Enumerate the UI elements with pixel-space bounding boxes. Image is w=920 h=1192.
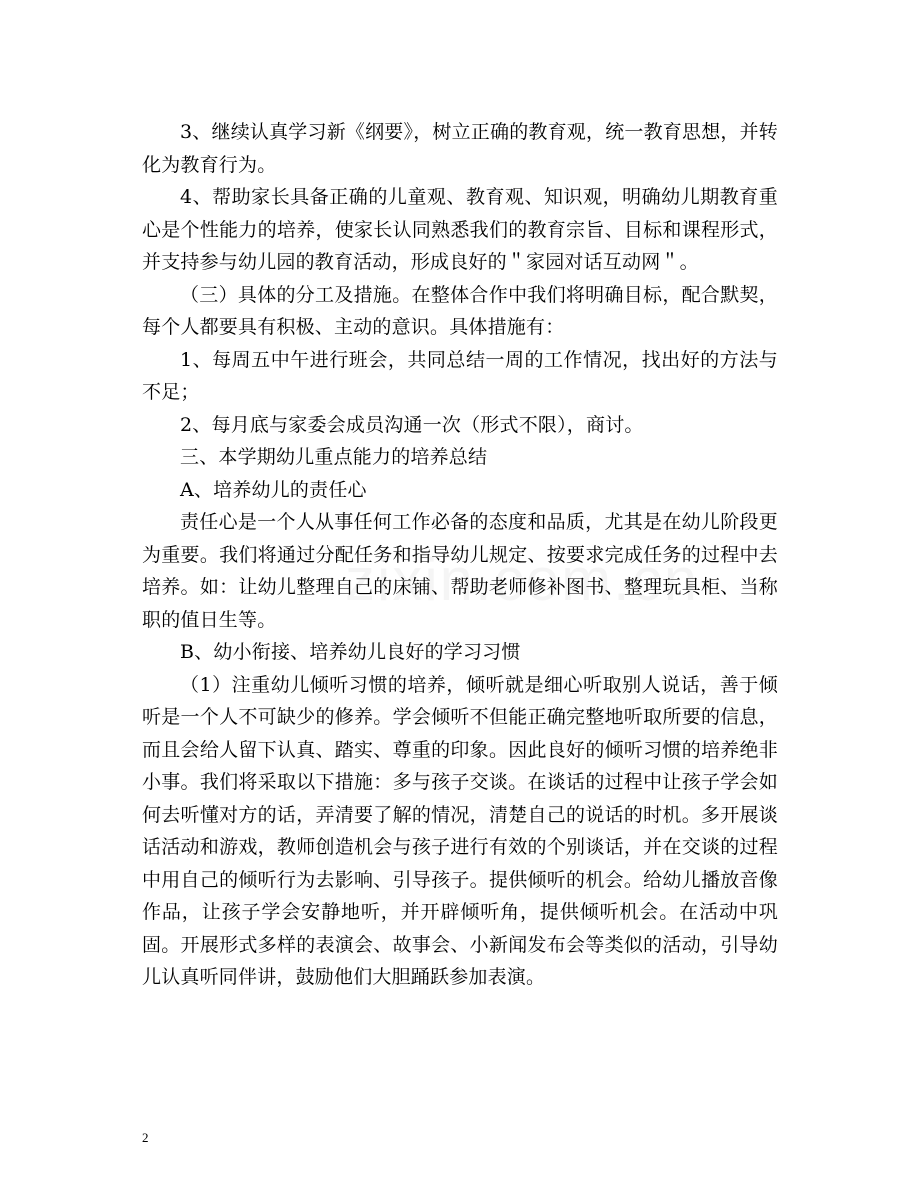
subheading-a: A、培养幼儿的责任心 [180,478,367,501]
paragraph-item-4: 4、帮助家长具备正确的儿童观、教育观、知识观，明确幼儿期教育重心是个性能力的培养，使家长认同熟悉我们的教育宗旨、目标和课程形式，并支持参与幼儿园的教育活动，形成良好的＂家园对话互动网＂。 [142,186,778,273]
paragraph-listening-habits: （1）注重幼儿倾听习惯的培养，倾听就是细心听取别人说话，善于倾听是一个人不可缺少的修养。学会倾听不但能正确完整地听取所要的信息，而且会给人留下认真、踏实、尊重的印象。因此良好的倾听习惯的培养绝非小事。我们将采取以下措施：多与孩子交谈。在谈话的过程中让孩子学会如何去听懂对方的话，弄清要了解的情况，清楚自己的说话的时机。多开展谈话活动和游戏，教师创造机会与孩子进行有效的个别谈话，并在交谈的过程中用自己的倾听行为去影响、引导孩子。提供倾听的机会。给幼儿播放音像作品，让孩子学会安静地听，并开辟倾听角，提供倾听机会。在活动中巩固。开展形式多样的表演会、故事会、小新闻发布会等类似的活动，引导幼儿认真听同伴讲，鼓励他们大胆踊跃参加表演。 [142,673,778,988]
paragraph-measure-2: 2、每月底与家委会成员沟通一次（形式不限），商讨。 [180,413,644,436]
subheading-b: B、幼小衔接、培养幼儿良好的学习习惯 [180,641,521,663]
paragraph-responsibility: 责任心是一个人从事任何工作必备的态度和品质，尤其是在幼儿阶段更为重要。我们将通过分配任务和指导幼儿规定、按要求完成任务的过程中去培养。如：让幼儿整理自己的床铺、帮助老师修补图书、整理玩具柜、当称职的值日生等。 [142,511,778,631]
paragraph-item-3: 3、继续认真学习新《纲要》，树立正确的教育观，统一教育思想，并转化为教育行为。 [142,121,778,176]
section-heading-3: 三、本学期幼儿重点能力的培养总结 [180,446,488,468]
document-body [142,116,778,994]
page-number: 2 [142,1130,149,1145]
paragraph-division-measures: （三）具体的分工及措施。在整体合作中我们将明确目标，配合默契，每个人都要具有积极、主动的意识。具体措施有： [142,283,778,338]
paragraph-measure-1: 1、每周五中午进行班会，共同总结一周的工作情况，找出好的方法与不足； [142,348,778,403]
